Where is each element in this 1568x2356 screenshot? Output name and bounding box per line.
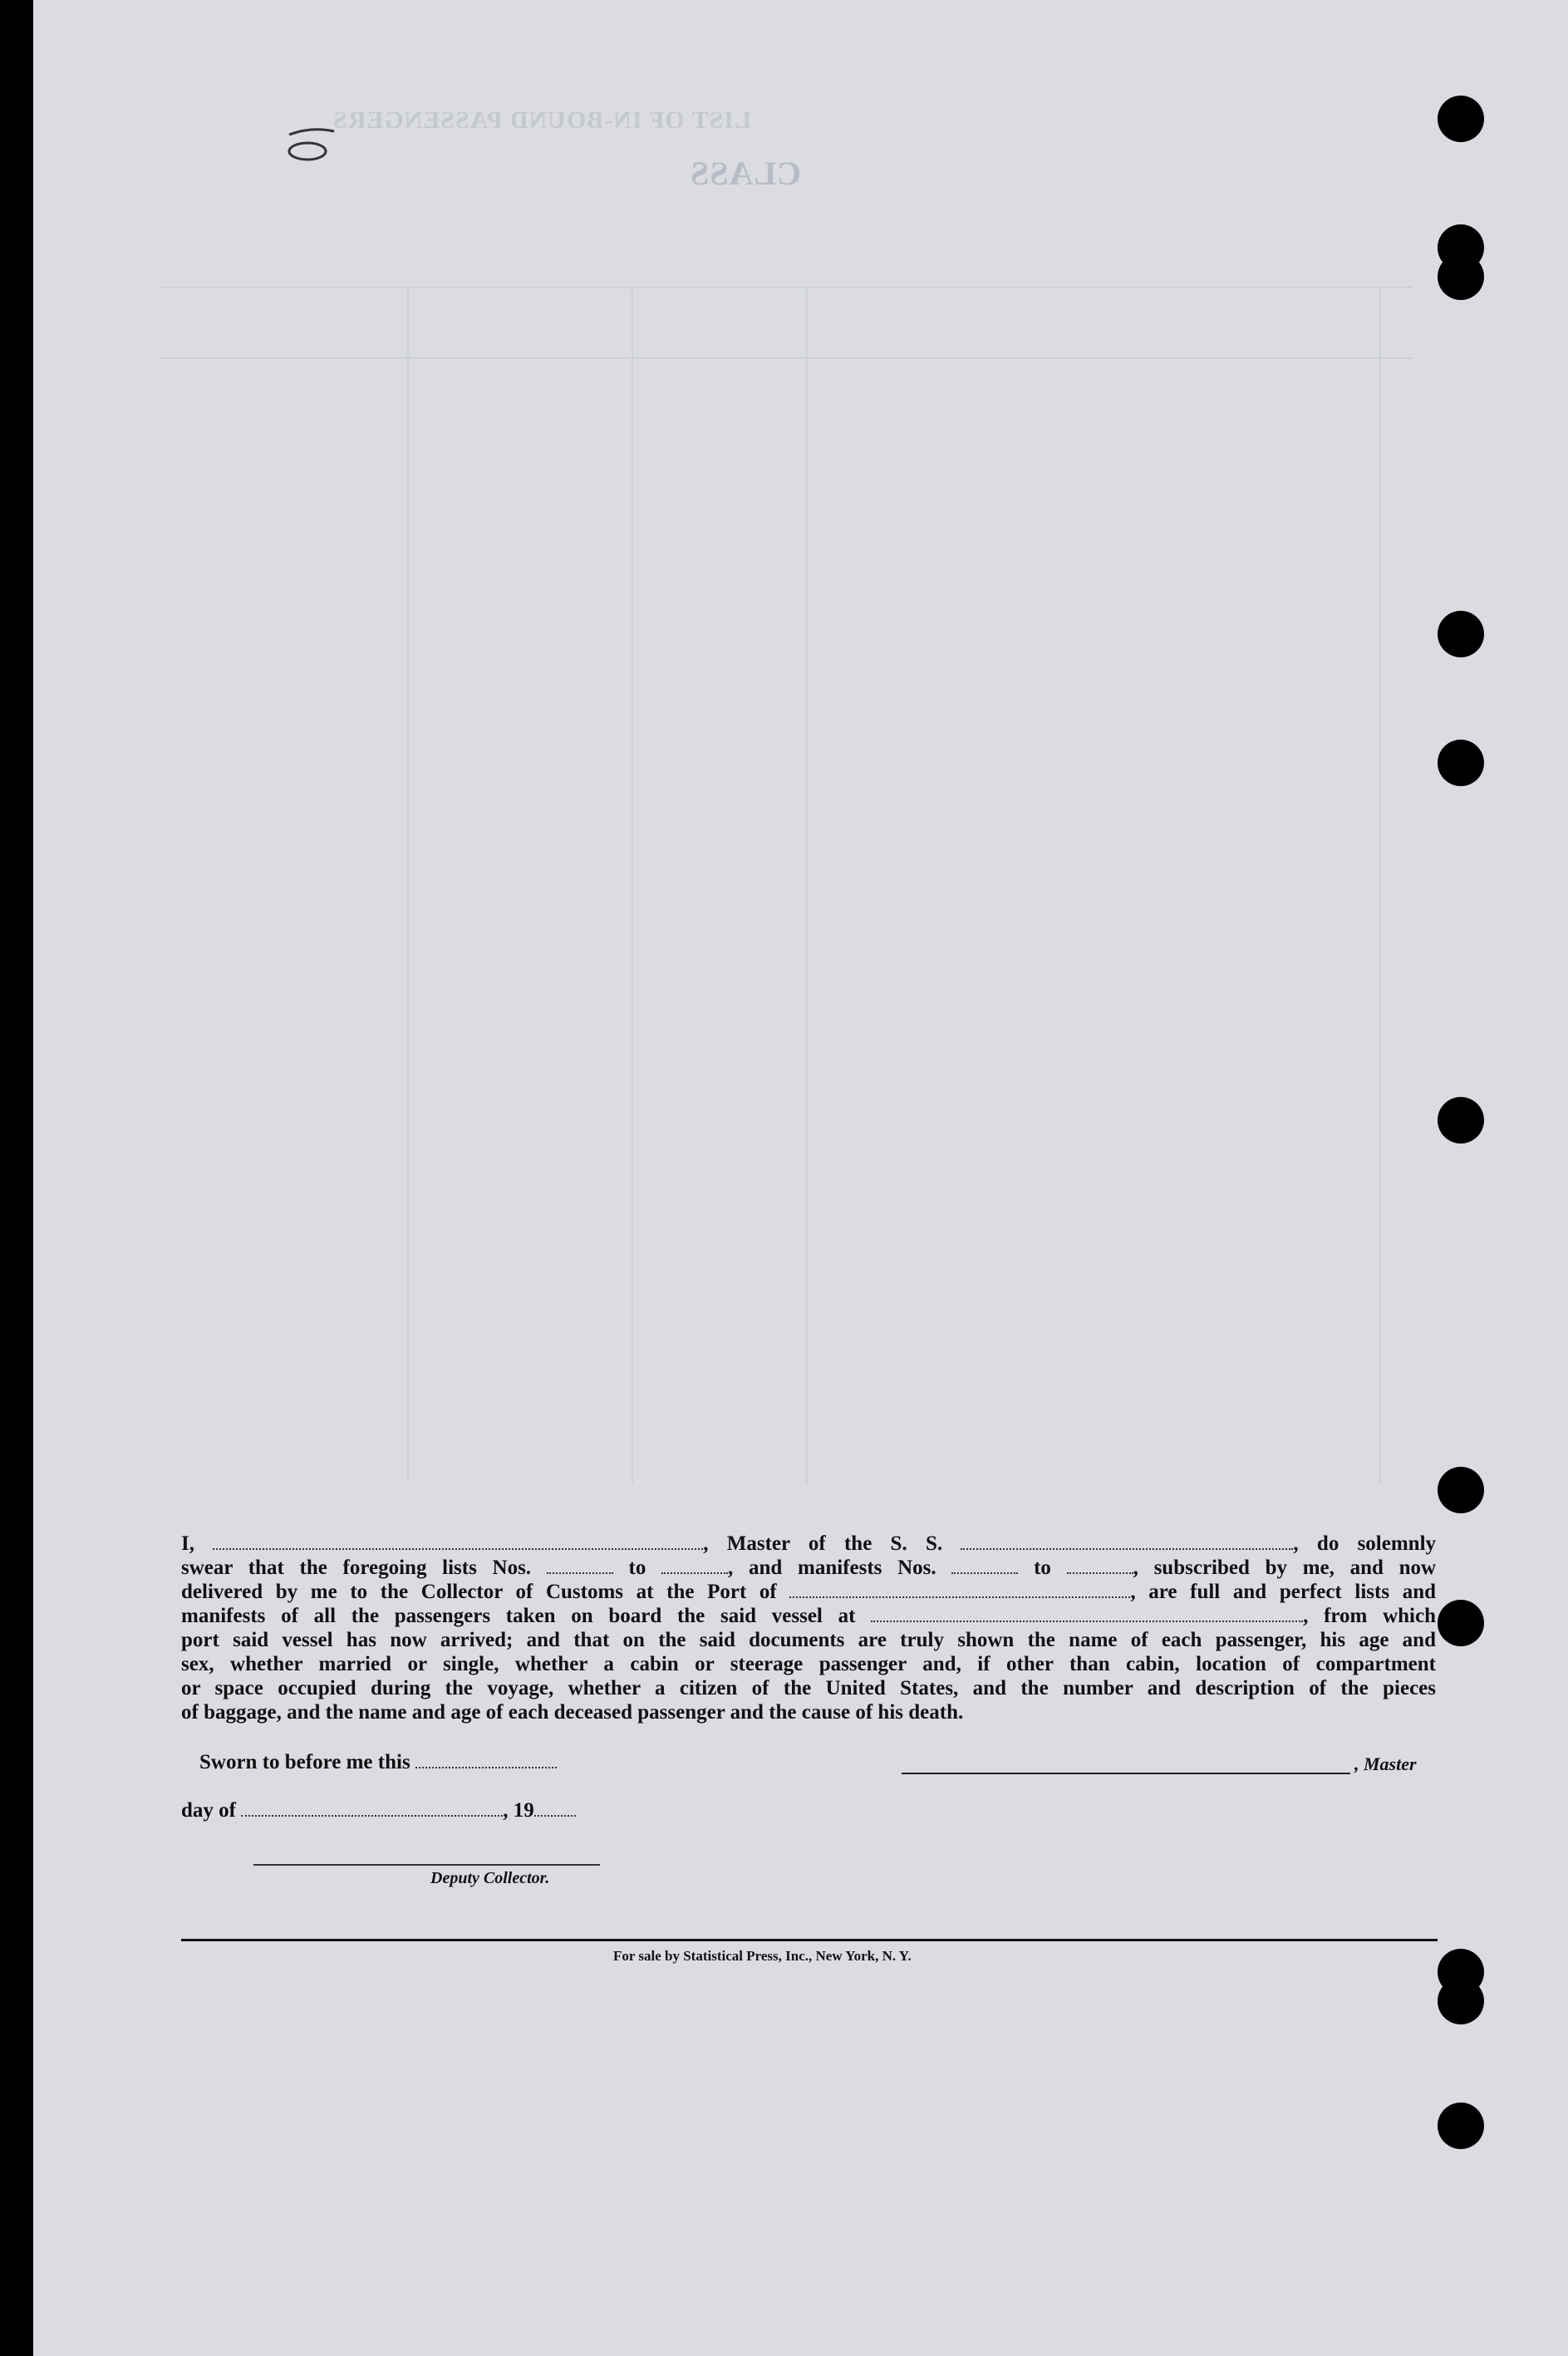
oath-text: manifests of all the passengers taken on board the said vessel at xyxy=(181,1605,856,1627)
port-field[interactable] xyxy=(789,1581,1130,1598)
oath-text: to xyxy=(1034,1557,1051,1579)
oath-text: , are full and perfect lists and xyxy=(1130,1581,1437,1603)
oath-line xyxy=(181,1580,1436,1604)
day-of-label: day of xyxy=(181,1799,236,1822)
master-oath xyxy=(181,1532,1436,1724)
day-of-line xyxy=(181,1799,576,1822)
punch-hole xyxy=(1438,740,1484,786)
punch-hole xyxy=(1438,96,1484,142)
departure-port-field[interactable] xyxy=(871,1606,1303,1622)
oath-text: , do solemnly xyxy=(1293,1532,1437,1555)
printer-imprint: For sale by Statistical Press, Inc., New York, N. Y. xyxy=(613,1948,912,1964)
oath-line xyxy=(181,1556,1436,1580)
punch-hole xyxy=(1438,1978,1484,2024)
bleed-through-rule xyxy=(158,287,1413,288)
master-signature-line[interactable] xyxy=(902,1773,1350,1774)
punch-hole xyxy=(1438,1600,1484,1646)
deputy-signature-line[interactable] xyxy=(253,1864,600,1866)
bleed-through-column xyxy=(1379,287,1381,1483)
oath-line xyxy=(181,1604,1436,1628)
oath-text: I, xyxy=(181,1532,194,1555)
handwritten-mark xyxy=(283,125,341,166)
sworn-label: Sworn to before me this xyxy=(199,1751,410,1773)
bleed-through-column xyxy=(632,287,633,1483)
oath-text: , and manifests Nos. xyxy=(728,1557,936,1579)
master-label: , Master xyxy=(1354,1753,1417,1774)
oath-line: of baggage, and the name and age of each deceased passenger and the cause of his death. xyxy=(181,1701,964,1724)
oath-line: port said vessel has now arrived; and that on the said documents are truly shown the name of each passenger, his age and xyxy=(181,1629,1436,1651)
master-name-field[interactable] xyxy=(213,1533,703,1550)
ship-name-field[interactable] xyxy=(961,1533,1293,1550)
oath-line xyxy=(181,1532,1436,1556)
manifest-nos-to-field[interactable] xyxy=(1067,1557,1133,1574)
bleed-through-column xyxy=(407,287,409,1483)
footer-rule xyxy=(181,1939,1438,1941)
punch-hole xyxy=(1438,1467,1484,1513)
manifest-nos-from-field[interactable] xyxy=(951,1557,1018,1574)
oath-text: swear that the foregoing lists Nos. xyxy=(181,1557,532,1579)
oath-line: sex, whether married or single, whether a cabin or steerage passenger and, if other than cabin, location of compartment xyxy=(181,1653,1436,1675)
bleed-through-class: CLASS xyxy=(690,155,801,192)
sworn-line xyxy=(199,1751,557,1774)
sworn-date-field[interactable] xyxy=(415,1752,557,1768)
oath-text: delivered by me to the Collector of Customs at the Port of xyxy=(181,1581,777,1603)
list-nos-from-field[interactable] xyxy=(547,1557,613,1574)
oath-text: , subscribed by me, and now xyxy=(1133,1557,1437,1579)
oath-text: , Master of the S. S. xyxy=(703,1532,943,1555)
document-page xyxy=(33,0,1568,2356)
deputy-collector-label: Deputy Collector. xyxy=(430,1869,550,1887)
oath-line: or space occupied during the voyage, whether a citizen of the United States, and the number and description of the pieces xyxy=(181,1677,1436,1699)
punch-hole xyxy=(1438,253,1484,300)
bleed-through-rule xyxy=(158,357,1413,359)
list-nos-to-field[interactable] xyxy=(661,1557,728,1574)
year-field[interactable] xyxy=(534,1800,576,1817)
oath-text: , from which xyxy=(1303,1605,1436,1627)
master-label-text: Master xyxy=(1364,1753,1417,1774)
bleed-through-title: LIST OF IN-BOUND PASSENGERS xyxy=(332,106,752,134)
bleed-through-column xyxy=(806,287,808,1483)
punch-hole xyxy=(1438,2103,1484,2149)
year-prefix: , 19 xyxy=(503,1799,534,1822)
oath-text: to xyxy=(628,1557,646,1579)
punch-hole xyxy=(1438,1097,1484,1144)
month-field[interactable] xyxy=(241,1800,503,1817)
punch-hole xyxy=(1438,611,1484,657)
